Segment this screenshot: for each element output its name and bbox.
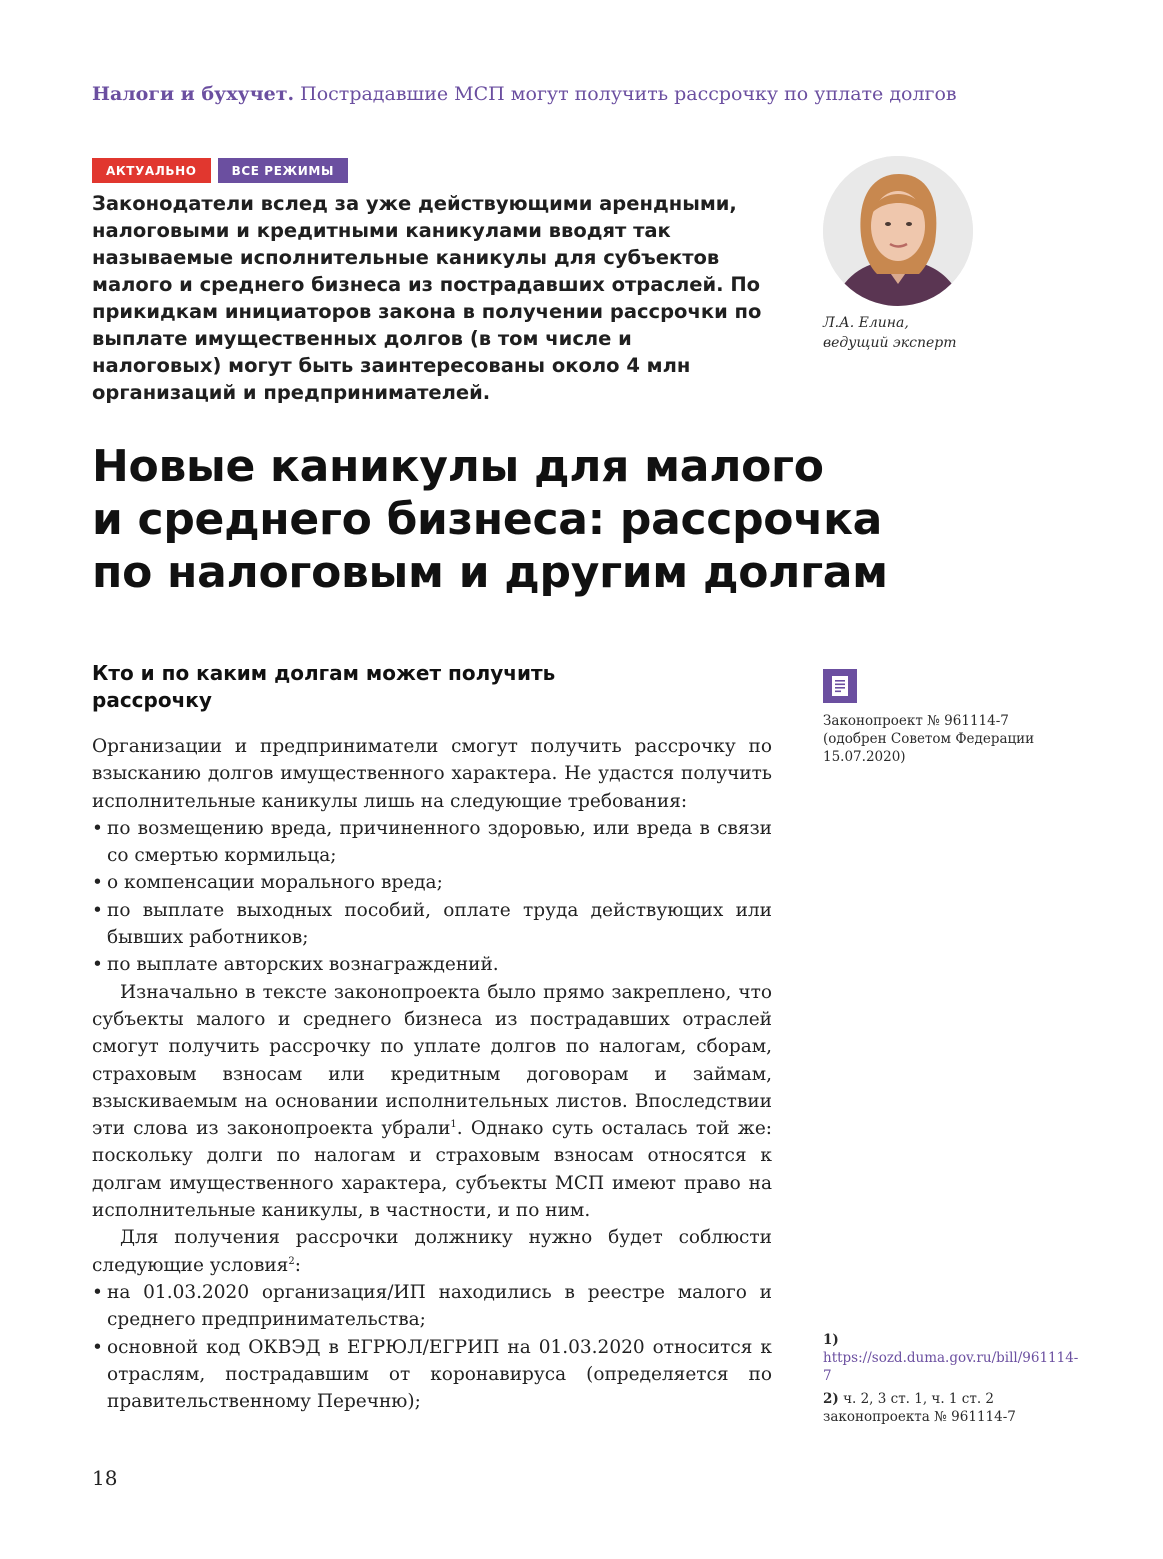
paragraph-3 [92,1224,772,1279]
list-item: • о компенсации морального вреда; [92,869,772,896]
footnote-1 [823,1331,1079,1385]
paragraph-2-text-cont: . Однако суть осталась той же: поскольку долги по налогам и страховым взносам относятся к долгам имущественного характера, субъекты МСП имеют право на исполнительные каникулы, в частности, и по ним. [92,1118,772,1222]
list-item: • основной код ОКВЭД в ЕГРЮЛ/ЕГРИП на 01.03.2020 относится к отраслям, пострадавшим от коронавируса (определяется по правительственному Перечню); [92,1334,772,1416]
paragraph-3-text: Для получения рассрочки должнику нужно будет соблюсти следующие условия [92,1227,772,1276]
tag-actual: АКТУАЛЬНО [92,158,211,183]
bill-number: Законопроект № 961114-7 [823,713,1009,729]
footnote-2 [823,1390,1038,1426]
author-name: Л.А. Елина, [823,315,909,331]
footnote-ref-2: 2 [288,1255,295,1267]
exceptions-list [92,815,772,979]
footnote-number: 1) [823,1332,839,1348]
title-line: и среднего бизнеса: рассрочка [92,494,883,545]
title-line: Новые каникулы для малого [92,441,824,492]
running-head-topic: Пострадавшие МСП могут получить рассрочку по уплате долгов [300,83,957,105]
tag-all-regimes: ВСЕ РЕЖИМЫ [218,158,348,183]
author-photo [823,156,973,306]
footnotes [823,1331,1079,1431]
subheading: Кто и по каким долгам может получить рассрочку [92,661,556,712]
footnote-ref-1: 1 [450,1119,457,1131]
article-body [92,733,772,1415]
list-item: • по возмещению вреда, причиненного здоровью, или вреда в связи со смертью кормильца; [92,815,772,870]
title-line: по налоговым и другим долгам [92,547,888,598]
page-number: 18 [92,1466,118,1490]
footnote-text: ч. 2, 3 ст. 1, ч. 1 ст. 2 законопроекта № 961114-7 [823,1391,1016,1425]
paragraph-3-colon: : [294,1254,301,1276]
document-icon [823,669,857,703]
list-item: • на 01.03.2020 организация/ИП находились в реестре малого и среднего предпринимательства; [92,1279,772,1334]
bill-reference [823,712,1038,766]
paragraph-2 [92,979,772,1225]
paragraph-1: Организации и предприниматели смогут получить рассрочку по взысканию долгов имущественного характера. Не удастся получить исполнительные каникулы лишь на следующие требования: [92,736,772,812]
section-name: Налоги и бухучет. [92,83,295,105]
author-caption [823,313,957,353]
footnote-link[interactable]: https://sozd.duma.gov.ru/bill/961114-7 [823,1350,1079,1384]
footnote-number: 2) [823,1391,839,1407]
running-head [92,83,957,105]
tags [92,158,348,183]
list-item: • по выплате выходных пособий, оплате труда действующих или бывших работников; [92,897,772,952]
conditions-list [92,1279,772,1415]
bill-status: (одобрен Советом Федерации 15.07.2020) [823,731,1035,765]
paragraph-2-text: Изначально в тексте законопроекта было прямо закреплено, что субъекты малого и среднего бизнеса из пострадавших отраслей смогут получить рассрочку по уплате долгов по налогам, сборам, страховым взносам или кредитным договорам и займам, взыскиваемым на основании исполнительных листов. Впоследствии эти слова из законопроекта убрали [92,981,772,1140]
lead-paragraph: Законодатели вслед за уже действующими арендными, налоговыми и кредитными каникулами вводят так называемые исполнительные каникулы для субъектов малого и среднего бизнеса из пострадавших отраслей. По прикидкам инициаторов закона в получении рассрочки по выплате имущественных долгов (в том числе и налоговых) могут быть заинтересованы около 4 млн организаций и предпринимателей. [92,192,762,404]
article-title [92,440,972,599]
author-role: ведущий эксперт [823,335,957,351]
list-item: • по выплате авторских вознаграждений. [92,951,772,978]
